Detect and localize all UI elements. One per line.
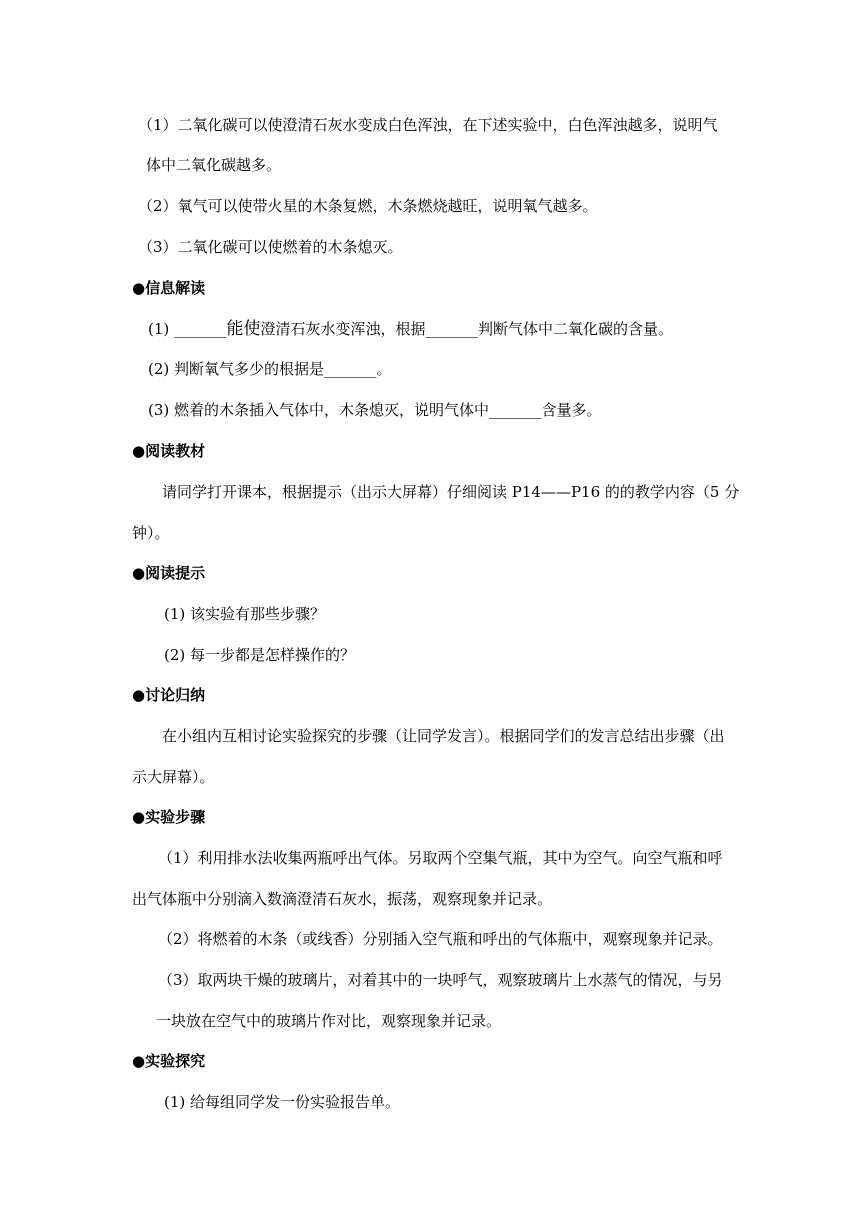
intro-item-2: （2）氧气可以使带火星的木条复燃，木条燃烧越旺，说明氧气越多。 [138, 197, 598, 215]
section-heading-reading: ●阅读教材 [132, 442, 206, 460]
discussion-line-1: 在小组内互相讨论实验探究的步骤（让同学发言）。根据同学们的发言总结出步骤（出 [162, 727, 725, 745]
info-question-1-part-a: (1) _______ [148, 320, 227, 338]
reading-line-2: 钟）。 [132, 524, 170, 542]
step-3-line-2: 一块放在空气中的玻璃片作对比，观察现象并记录。 [156, 1012, 502, 1030]
hint-question-1: (1) 该实验有那些步骤？ [164, 605, 326, 623]
step-1-line-2: 出气体瓶中分别滴入数滴澄清石灰水，振荡，观察现象并记录。 [132, 890, 553, 908]
step-3-line-1: （3）取两块干燥的玻璃片，对着其中的一块呼气，观察玻璃片上水蒸气的情况，与另 [158, 971, 723, 989]
info-question-1-part-b: 能使 [226, 319, 261, 339]
section-heading-info: ●信息解读 [132, 279, 206, 297]
intro-item-1-line-2: 体中二氧化碳越多。 [146, 156, 282, 174]
section-heading-discussion: ●讨论归纳 [132, 686, 206, 704]
info-question-1 [148, 319, 673, 339]
section-heading-steps: ●实验步骤 [132, 808, 206, 826]
hint-question-2: (2) 每一步都是怎样操作的？ [164, 646, 356, 664]
intro-item-3: （3）二氧化碳可以使燃着的木条熄灭。 [138, 238, 403, 256]
section-heading-inquiry: ●实验探究 [132, 1052, 206, 1070]
intro-item-1-line-1: （1）二氧化碳可以使澄清石灰水变成白色浑浊，在下述实验中，白色浑浊越多，说明气 [138, 116, 718, 134]
info-question-3: (3) 燃着的木条插入气体中，木条熄灭，说明气体中_______含量多。 [148, 401, 602, 419]
step-2: （2）将燃着的木条（或线香）分别插入空气瓶和呼出的气体瓶中，观察现象并记录。 [158, 930, 723, 948]
inquiry-question-1: (1) 给每组同学发一份实验报告单。 [164, 1093, 401, 1111]
section-heading-hints: ●阅读提示 [132, 564, 206, 582]
reading-line-1: 请同学打开课本，根据提示（出示大屏幕）仔细阅读 P14——P16 的的教学内容（5 分 [162, 483, 740, 501]
discussion-line-2: 示大屏幕）。 [132, 768, 215, 786]
info-question-1-part-c: 澄清石灰水变浑浊，根据_______判断气体中二氧化碳的含量。 [260, 320, 674, 338]
info-question-2: (2) 判断氧气多少的根据是_______。 [148, 360, 392, 378]
step-1-line-1: （1）利用排水法收集两瓶呼出气体。另取两个空集气瓶，其中为空气。向空气瓶和呼 [158, 849, 723, 867]
